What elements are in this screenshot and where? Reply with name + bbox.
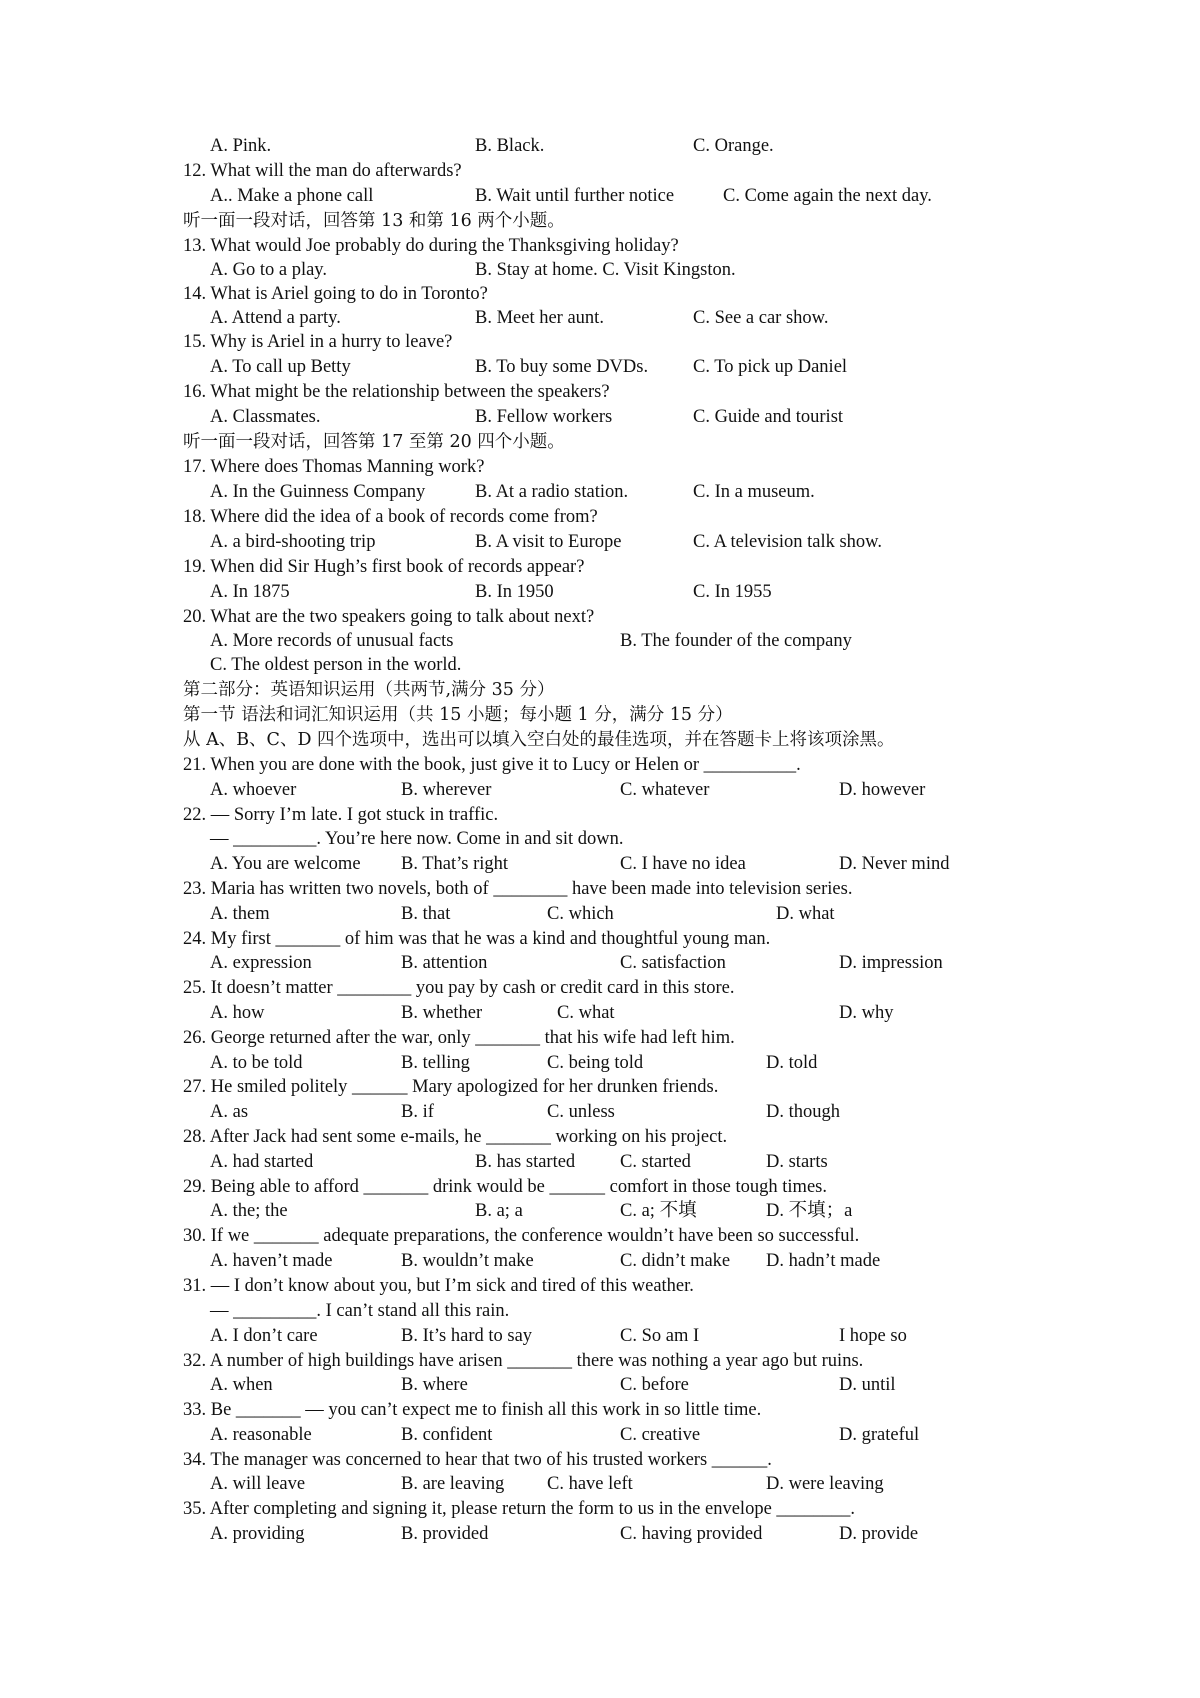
option: C. satisfaction: [620, 953, 726, 973]
question-text: 27. He smiled politely ______ Mary apologized for her drunken friends.: [183, 1077, 719, 1097]
option: C. In 1955: [693, 582, 772, 602]
option: A. In the Guinness Company: [210, 482, 426, 502]
option: B. To buy some DVDs.: [475, 357, 649, 377]
option: B. It’s hard to say: [401, 1326, 533, 1346]
option: A. reasonable: [210, 1425, 312, 1445]
option: D. why: [839, 1003, 894, 1023]
option: A. a bird-shooting trip: [210, 532, 376, 552]
option: B. where: [401, 1375, 468, 1395]
option: B. wherever: [401, 780, 492, 800]
option: D. were leaving: [766, 1474, 884, 1494]
question-text: 29. Being able to afford _______ drink would be ______ comfort in those tough times.: [183, 1177, 827, 1197]
option: D. Never mind: [839, 854, 950, 874]
option: B. A visit to Europe: [475, 532, 622, 552]
option: D. however: [839, 780, 926, 800]
option: C. what: [557, 1003, 615, 1023]
option: A. haven’t made: [210, 1251, 333, 1271]
option: A. them: [210, 904, 270, 924]
question-text: 14. What is Ariel going to do in Toronto?: [183, 284, 488, 304]
option: C. whatever: [620, 780, 710, 800]
option: C. which: [547, 904, 614, 924]
option: D. starts: [766, 1152, 828, 1172]
option: A. I don’t care: [210, 1326, 318, 1346]
question-text: 17. Where does Thomas Manning work?: [183, 457, 485, 477]
option: A. providing: [210, 1524, 305, 1544]
option: A. Attend a party.: [210, 308, 341, 328]
option: A. when: [210, 1375, 273, 1395]
option: A.. Make a phone call: [210, 186, 374, 206]
option: C. The oldest person in the world.: [210, 655, 462, 675]
option: C. See a car show.: [693, 308, 829, 328]
option: A. More records of unusual facts: [210, 631, 454, 651]
option: D. provide: [839, 1524, 919, 1544]
option: A. whoever: [210, 780, 297, 800]
option: B. has started: [475, 1152, 576, 1172]
option: B. At a radio station.: [475, 482, 629, 502]
option: C. having provided: [620, 1524, 763, 1544]
option: A. had started: [210, 1152, 314, 1172]
question-text: 23. Maria has written two novels, both of ________ have been made into television series.: [183, 879, 853, 899]
option: B. confident: [401, 1425, 493, 1445]
section-text: 听一面一段对话，回答第 17 至第 20 四个小题。: [183, 432, 565, 452]
option: A. will leave: [210, 1474, 306, 1494]
question-text: 16. What might be the relationship between the speakers?: [183, 382, 610, 402]
question-text: 22. — Sorry I’m late. I got stuck in traffic.: [183, 805, 499, 825]
option: — _________. You’re here now. Come in and sit down.: [210, 829, 624, 849]
option: B. Black.: [475, 136, 545, 156]
option: B. Stay at home. C. Visit Kingston.: [475, 260, 736, 280]
option: A. as: [210, 1102, 249, 1122]
option: A. You are welcome: [210, 854, 361, 874]
option: B. are leaving: [401, 1474, 505, 1494]
option: D. 不填；a: [766, 1201, 853, 1221]
option: B. In 1950: [475, 582, 554, 602]
option: C. Orange.: [693, 136, 774, 156]
question-text: 13. What would Joe probably do during the Thanksgiving holiday?: [183, 236, 679, 256]
option: C. Come again the next day.: [723, 186, 932, 206]
option: B. Meet her aunt.: [475, 308, 604, 328]
option: C. a; 不填: [620, 1201, 697, 1221]
option: D. what: [776, 904, 835, 924]
option: C. unless: [547, 1102, 615, 1122]
option: B. That’s right: [401, 854, 509, 874]
question-text: 21. When you are done with the book, just give it to Lucy or Helen or __________.: [183, 755, 801, 775]
section-text: 第一节 语法和词汇知识运用（共 15 小题；每小题 1 分，满分 15 分）: [183, 705, 733, 725]
section-text: 从 A、B、C、D 四个选项中，选出可以填入空白处的最佳选项，并在答题卡上将该项涂黑。: [183, 730, 895, 750]
option: D. though: [766, 1102, 840, 1122]
option: C. A television talk show.: [693, 532, 882, 552]
question-text: 19. When did Sir Hugh’s first book of records appear?: [183, 557, 585, 577]
option: B. telling: [401, 1053, 470, 1073]
option: C. So am I: [620, 1326, 700, 1346]
option: I hope so: [839, 1326, 907, 1346]
option: A. expression: [210, 953, 312, 973]
option: A. how: [210, 1003, 265, 1023]
option: — _________. I can’t stand all this rain.: [210, 1301, 510, 1321]
question-text: 26. George returned after the war, only _______ that his wife had left him.: [183, 1028, 735, 1048]
question-text: 12. What will the man do afterwards?: [183, 161, 462, 181]
option: C. To pick up Daniel: [693, 357, 848, 377]
option: B. attention: [401, 953, 488, 973]
option: B. whether: [401, 1003, 483, 1023]
option: C. have left: [547, 1474, 633, 1494]
section-text: 第二部分：英语知识运用（共两节,满分 35 分）: [183, 680, 555, 700]
option: C. being told: [547, 1053, 644, 1073]
option: B. that: [401, 904, 451, 924]
option: A. Classmates.: [210, 407, 321, 427]
option: B. Fellow workers: [475, 407, 613, 427]
question-text: 25. It doesn’t matter ________ you pay by cash or credit card in this store.: [183, 978, 735, 998]
option: B. provided: [401, 1524, 489, 1544]
option: C. didn’t make: [620, 1251, 731, 1271]
option: C. before: [620, 1375, 689, 1395]
option: C. I have no idea: [620, 854, 746, 874]
option: A. to be told: [210, 1053, 303, 1073]
option: D. told: [766, 1053, 818, 1073]
question-text: 34. The manager was concerned to hear that two of his trusted workers ______.: [183, 1450, 772, 1470]
option: D. until: [839, 1375, 896, 1395]
option: D. impression: [839, 953, 943, 973]
option: C. started: [620, 1152, 691, 1172]
option: B. a; a: [475, 1201, 523, 1221]
option: A. In 1875: [210, 582, 290, 602]
option: B. wouldn’t make: [401, 1251, 534, 1271]
question-text: 24. My first _______ of him was that he was a kind and thoughtful young man.: [183, 929, 771, 949]
option: A. Go to a play.: [210, 260, 327, 280]
option: C. creative: [620, 1425, 701, 1445]
question-text: 28. After Jack had sent some e-mails, he _______ working on his project.: [183, 1127, 728, 1147]
option: D. grateful: [839, 1425, 920, 1445]
option: B. The founder of the company: [620, 631, 852, 651]
option: D. hadn’t made: [766, 1251, 881, 1271]
option: B. Wait until further notice: [475, 186, 675, 206]
question-text: 20. What are the two speakers going to talk about next?: [183, 607, 595, 627]
option: A. Pink.: [210, 136, 272, 156]
question-text: 33. Be _______ — you can’t expect me to finish all this work in so little time.: [183, 1400, 762, 1420]
section-text: 听一面一段对话，回答第 13 和第 16 两个小题。: [183, 211, 565, 231]
question-text: 30. If we _______ adequate preparations, the conference wouldn’t have been so successful.: [183, 1226, 860, 1246]
option: B. if: [401, 1102, 434, 1122]
question-text: 35. After completing and signing it, please return the form to us in the envelope ________.: [183, 1499, 856, 1519]
question-text: 15. Why is Ariel in a hurry to leave?: [183, 332, 453, 352]
option: C. Guide and tourist: [693, 407, 844, 427]
question-text: 18. Where did the idea of a book of records come from?: [183, 507, 598, 527]
option: C. In a museum.: [693, 482, 815, 502]
question-text: 31. — I don’t know about you, but I’m sick and tired of this weather.: [183, 1276, 694, 1296]
question-text: 32. A number of high buildings have arisen _______ there was nothing a year ago but ruins.: [183, 1351, 864, 1371]
option: A. To call up Betty: [210, 357, 351, 377]
option: A. the; the: [210, 1201, 288, 1221]
